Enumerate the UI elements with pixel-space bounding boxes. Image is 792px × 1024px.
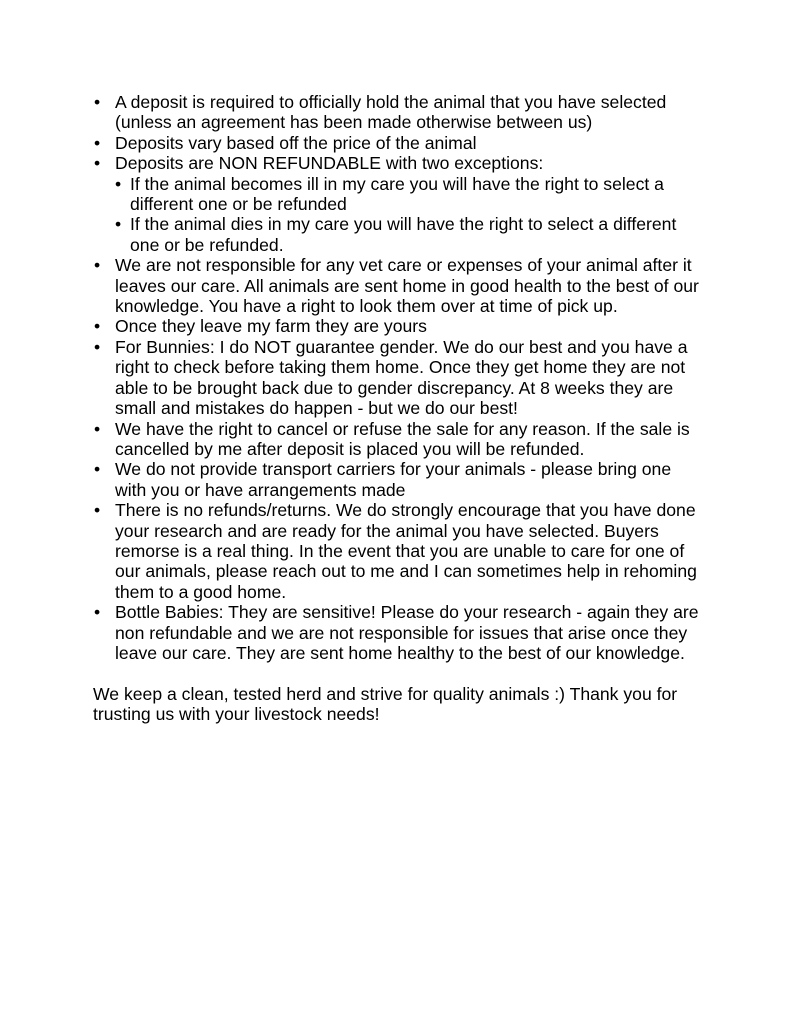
policy-item-vet-care <box>93 255 703 316</box>
policy-item-text: Once they leave my farm they are yours <box>115 316 427 337</box>
policy-item-deposit-required <box>93 92 703 133</box>
policy-item-transport <box>93 459 703 500</box>
policy-item-cancel-sale <box>93 419 703 460</box>
policy-item-deposit-price <box>93 133 703 153</box>
exceptions-list <box>115 174 703 256</box>
policy-item-text: Deposits vary based off the price of the animal <box>115 132 477 153</box>
exception-item-text: If the animal becomes ill in my care you will have the right to select a different one or be refunded <box>130 173 664 215</box>
policy-list <box>93 92 703 663</box>
policy-item-leave-farm <box>93 316 703 336</box>
policy-item-text: We have the right to cancel or refuse the sale for any reason. If the sale is cancelled by me after deposit is placed you will be refunded. <box>115 418 690 459</box>
exception-item-ill <box>115 174 703 215</box>
exception-item-text: If the animal dies in my care you will have the right to select a different one or be refunded. <box>130 214 677 255</box>
policy-item-non-refundable <box>93 153 703 255</box>
policy-item-text: For Bunnies: I do NOT guarantee gender. We do our best and you have a right to check before taking them home. Once they get home they are not able to be brought back due to gender discrepancy. At 8 weeks they are small and mistakes do happen - but we do our best! <box>115 336 688 419</box>
policy-item-text: Bottle Babies: They are sensitive! Please do your research - again they are non refundable and we are not responsible for issues that arise once they leave our care. They are sent home healthy to the best of our knowledge. <box>115 602 699 663</box>
policy-item-text: We do not provide transport carriers for your animals - please bring one with you or have arrangements made <box>115 459 672 500</box>
policy-item-text: We are not responsible for any vet care or expenses of your animal after it leaves our care. All animals are sent home in good health to the best of our knowledge. You have a right to look them over at time of pick up. <box>115 255 699 317</box>
policy-item-text: Deposits are NON REFUNDABLE with two exceptions: <box>115 153 544 174</box>
policy-item-text: There is no refunds/returns. We do strongly encourage that you have done your research and are ready for the animal you have selected. Buyers remorse is a real thing. In the event that you are unable to care for one of our animals, please reach out to me and I can sometimes help in rehoming them to a good home. <box>115 500 697 602</box>
policy-item-bunnies <box>93 337 703 419</box>
policy-item-text: A deposit is required to officially hold the animal that you have selected (unless an agreement has been made otherwise between us) <box>115 92 667 133</box>
exception-item-dies <box>115 214 703 255</box>
policy-item-no-refunds <box>93 500 703 602</box>
document-page <box>93 92 703 742</box>
policy-item-bottle-babies <box>93 602 703 663</box>
closing-paragraph: We keep a clean, tested herd and strive for quality animals :) Thank you for trusting us with your livestock needs! <box>93 683 678 725</box>
